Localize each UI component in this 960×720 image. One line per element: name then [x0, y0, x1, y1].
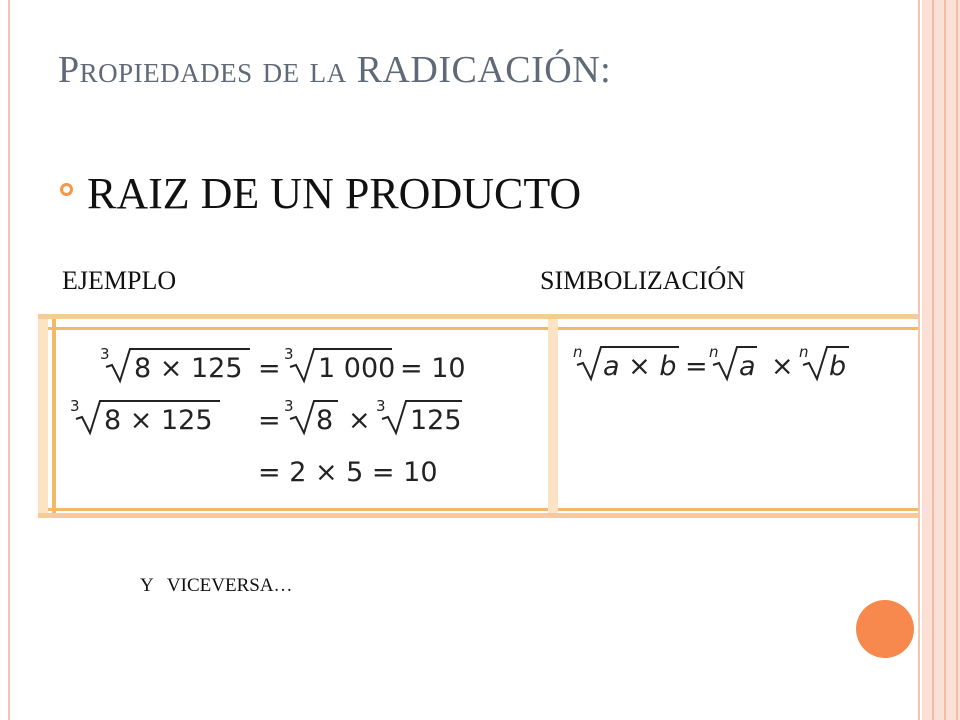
table-middle-shade	[548, 319, 558, 513]
root-index: 3	[100, 345, 110, 363]
symbolization-svg	[573, 345, 873, 385]
right-decorative-band	[922, 0, 960, 720]
footer-note: Y VICEVERSA…	[140, 575, 293, 596]
root-index: 3	[284, 397, 294, 415]
radicand: a	[739, 351, 756, 382]
root-index: 3	[284, 345, 294, 363]
column-label-example: EJEMPLO	[62, 266, 177, 295]
root-index: 3	[376, 397, 386, 415]
equals-sign: =	[685, 351, 708, 382]
example-line-2	[70, 399, 490, 444]
column-label-symbolization: SIMBOLIZACIÓN	[540, 266, 746, 295]
frame-right-line	[918, 0, 920, 720]
table-bottom-rule	[38, 508, 918, 511]
slide-title: Propiedades de la RADICACIÓN:	[58, 49, 612, 91]
equals-sign: =	[258, 353, 281, 384]
radicand: 125	[410, 405, 462, 436]
radicand: 1 000	[318, 353, 396, 384]
band-line	[932, 0, 934, 720]
radicand: 8 × 125	[104, 405, 213, 436]
example-line-2-svg	[70, 399, 490, 439]
band-line	[956, 0, 958, 720]
times-sign: ×	[771, 351, 794, 382]
times-sign: ×	[348, 405, 371, 436]
equals-sign: =	[258, 405, 281, 436]
example-line-1-svg	[100, 347, 500, 387]
result: = 10	[400, 353, 466, 384]
symbolization-formula	[573, 345, 873, 390]
table-left-shade	[38, 319, 48, 513]
decorative-circle	[856, 600, 914, 658]
bullet-heading: RAIZ DE UN PRODUCTO	[87, 169, 582, 218]
root-index: n	[799, 343, 809, 361]
radicand: a × b	[603, 351, 677, 382]
example-line-1	[100, 347, 500, 392]
radicand: 8 × 125	[134, 353, 243, 384]
root-index: n	[709, 343, 719, 361]
table-left-rule	[52, 319, 56, 513]
bullet-icon	[60, 183, 73, 196]
band-line	[944, 0, 946, 720]
root-index: n	[573, 343, 583, 361]
radicand: 8	[316, 405, 334, 436]
frame-left-line	[8, 0, 10, 720]
radicand: b	[829, 351, 847, 382]
formula-table	[38, 314, 918, 518]
root-index: 3	[70, 397, 80, 415]
example-line-3: = 2 × 5 = 10	[258, 457, 438, 488]
table-top-rule	[38, 327, 918, 330]
